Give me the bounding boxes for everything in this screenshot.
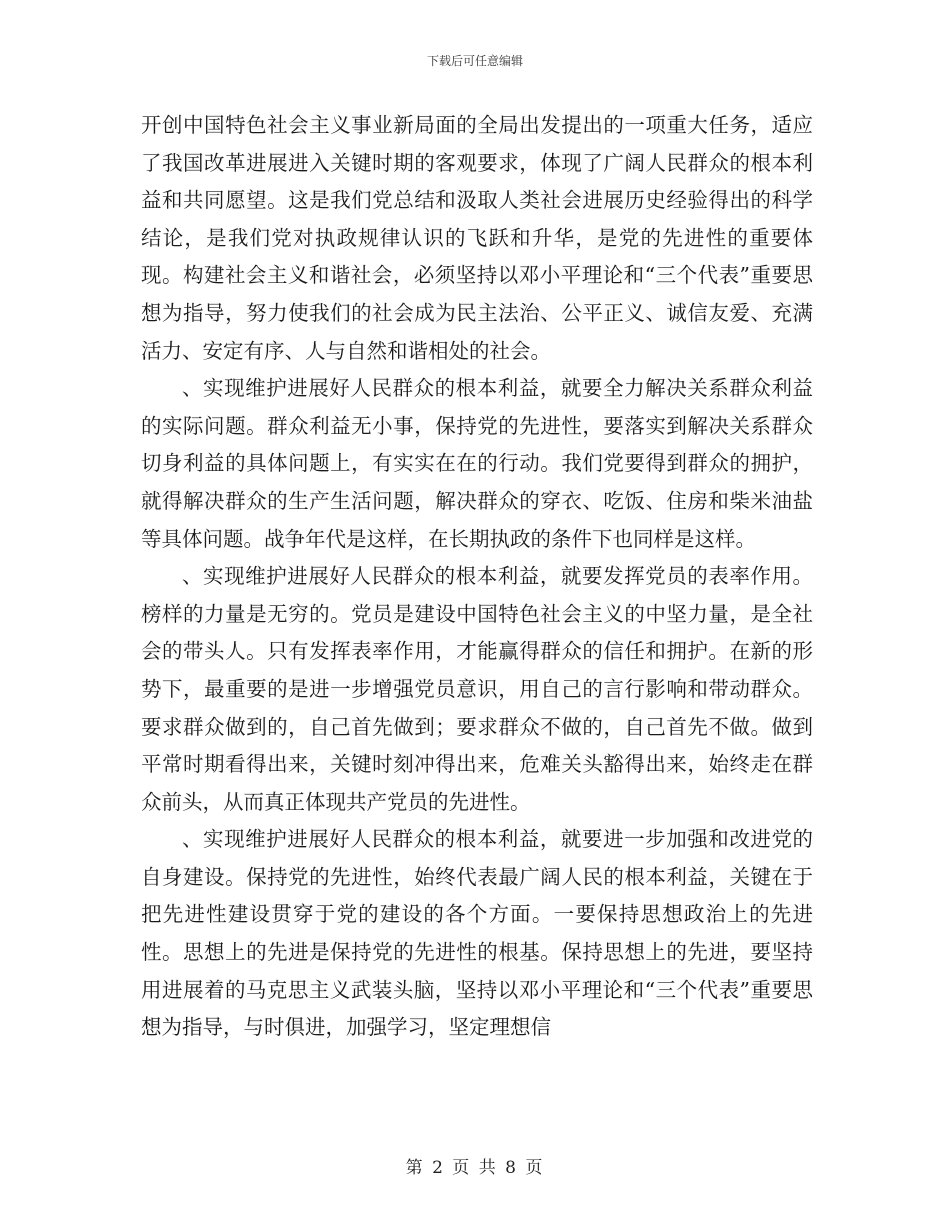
page-number: 第 2 页 共 8 页 [405,1158,545,1178]
paragraph-1: 开创中国特色社会主义事业新局面的全局出发提出的一项重大任务，适应了我国改革进展进入关键时期的客观要求，体现了广阔人民群众的根本利益和共同愿望。这是我们党总结和汲取人类社会进展历史经验得出的科学结论，是我们党对执政规律认识的飞跃和升华，是党的先进性的重要体现。构建社会主义和谐社会，必须坚持以邓小平理论和“三个代表”重要思想为指导，努力使我们的社会成为民主法治、公平正义、诚信友爱、充满活力、安定有序、人与自然和谐相处的社会。 [141,113,813,363]
paragraph-2: 、实现维护进展好人民群众的根本利益，就要全力解决关系群众利益的实际问题。群众利益无小事，保持党的先进性，要落实到解决关系群众切身利益的具体问题上，有实实在在的行动。我们党要得到群众的拥护，就得解决群众的生产生活问题，解决群众的穿衣、吃饭、住房和柴米油盐等具体问题。战争年代是这样，在长期执政的条件下也同样是这样。 [141,376,813,551]
paragraph-4: 、实现维护进展好人民群众的根本利益，就要进一步加强和改进党的自身建设。保持党的先进性，始终代表最广阔人民的根本利益，关键在于把先进性建设贯穿于党的建设的各个方面。一要保持思想政治上的先进性。思想上的先进是保持党的先进性的根基。保持思想上的先进，要坚持用进展着的马克思主义武装头脑，坚持以邓小平理论和“三个代表”重要思想为指导，与时俱进，加强学习，坚定理想信 [141,827,813,1040]
page-header-note: 下载后可任意编辑 [426,54,523,68]
document-body [141,107,813,1047]
paragraph-3: 、实现维护进展好人民群众的根本利益，就要发挥党员的表率作用。榜样的力量是无穷的。党员是建设中国特色社会主义的中坚力量，是全社会的带头人。只有发挥表率作用，才能赢得群众的信任和拥护。在新的形势下，最重要的是进一步增强党员意识，用自己的言行影响和带动群众。要求群众做到的，自己首先做到；要求群众不做的，自己首先不做。做到平常时期看得出来，关键时刻冲得出来，危难关头豁得出来，始终走在群众前头，从而真正体现共产党员的先进性。 [141,564,813,814]
